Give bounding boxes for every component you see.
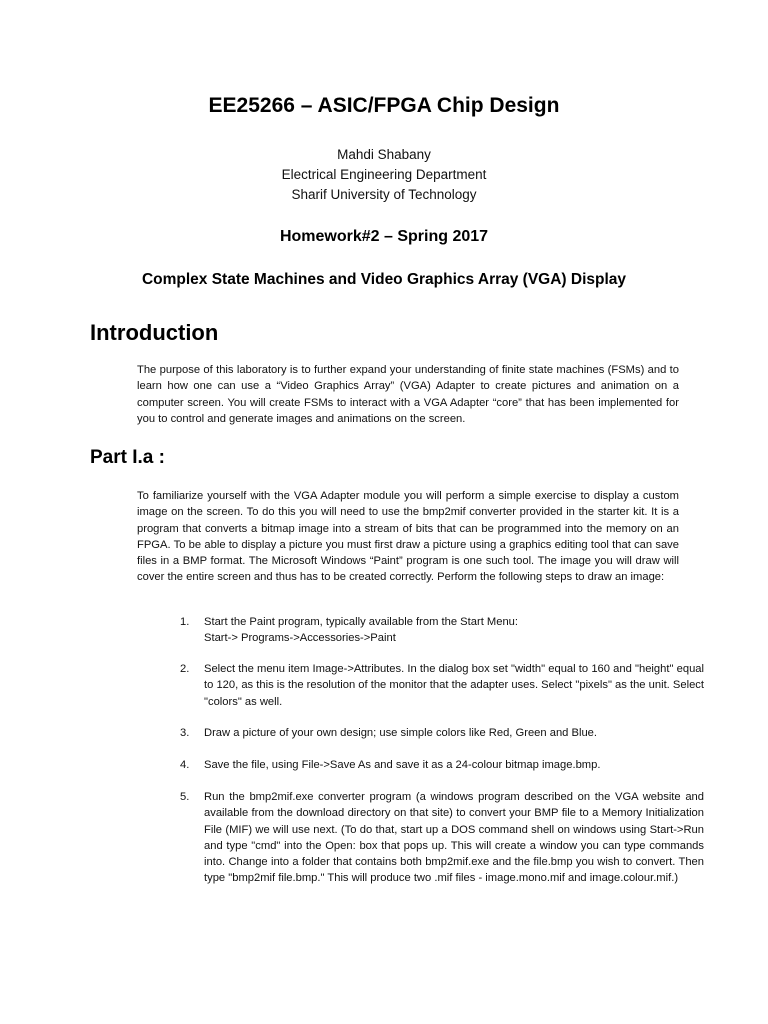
introduction-paragraph: The purpose of this laboratory is to further expand your understanding of finite state machines (FSMs) and to learn how one can use a “Video Graphics Array” (VGA) Adapter to create pictures and animation on a computer screen. You will create FSMs to interact with a VGA Adapter “core” that has been implemented for you to control and generate images and animations on the screen. — [137, 364, 679, 425]
step-text: Save the file, using File->Save As and save it as a 24-colour bitmap image.bmp. — [204, 759, 601, 771]
section-heading-introduction: Introduction — [90, 320, 219, 345]
part-1a-paragraph: To familiarize yourself with the VGA Adapter module you will perform a simple exercise to display a custom image on the screen. To do this you will need to use the bmp2mif converter provided in the starter kit. It is a program that converts a bitmap image into a stream of bits that can be programmed into the memory on an FPGA. To be able to display a picture you must first draw a picture using a graphics editing tool that can save files in a BMP format. The Microsoft Windows “Paint” program is one such tool. The image you will draw will cover the entire screen and thus has to be created correctly. Perform the following steps to draw an image: — [137, 490, 679, 584]
step-path: Start-> Programs->Accessories->Paint — [204, 632, 396, 645]
step-text: Select the menu item Image->Attributes. In the dialog box set "width" equal to 160 and "height" equal to 120, as this is the resolution of the monitor that the adapter uses. Select "pixels" as the unit. Select "colors" as well. — [204, 663, 704, 708]
step-number: 1. — [180, 616, 190, 628]
document-title: EE25266 – ASIC/FPGA Chip Design — [208, 94, 560, 117]
homework-heading: Homework#2 – Spring 2017 — [279, 228, 489, 245]
author-name: Mahdi Shabany — [337, 147, 431, 162]
step-item — [180, 614, 704, 647]
author-department: Electrical Engineering Department — [281, 167, 487, 182]
step-text: Run the bmp2mif.exe converter program (a windows program described on the VGA website and available from the download directory on that site) to convert your BMP file to a Memory Initialization File (MIF) we will use next. (To do that, start up a DOS command shell on windows using Start->Run and type "cmd" into the Open: box that pops up. This will create a window you can type commands into. Change into a folder that contains both bmp2mif.exe and the file.bmp you wish to convert. Then type "bmp2mif file.bmp." This will produce two .mif files - image.mono.mif and image.colour.mif.) — [204, 791, 704, 885]
step-number: 2. — [180, 663, 190, 675]
section-heading-part-1a: Part I.a : — [90, 447, 165, 468]
step-number: 4. — [180, 759, 190, 771]
author-university: Sharif University of Technology — [291, 187, 477, 202]
step-item — [180, 661, 704, 710]
step-number: 5. — [180, 791, 190, 803]
document-subtitle: Complex State Machines and Video Graphics Array (VGA) Display — [141, 271, 627, 288]
step-number: 3. — [180, 727, 190, 739]
step-item — [180, 789, 704, 887]
step-text: Draw a picture of your own design; use simple colors like Red, Green and Blue. — [204, 727, 597, 739]
step-item — [180, 757, 704, 773]
author-block — [0, 145, 768, 205]
step-text: Start the Paint program, typically available from the Start Menu: — [204, 616, 519, 628]
step-item — [180, 725, 704, 741]
